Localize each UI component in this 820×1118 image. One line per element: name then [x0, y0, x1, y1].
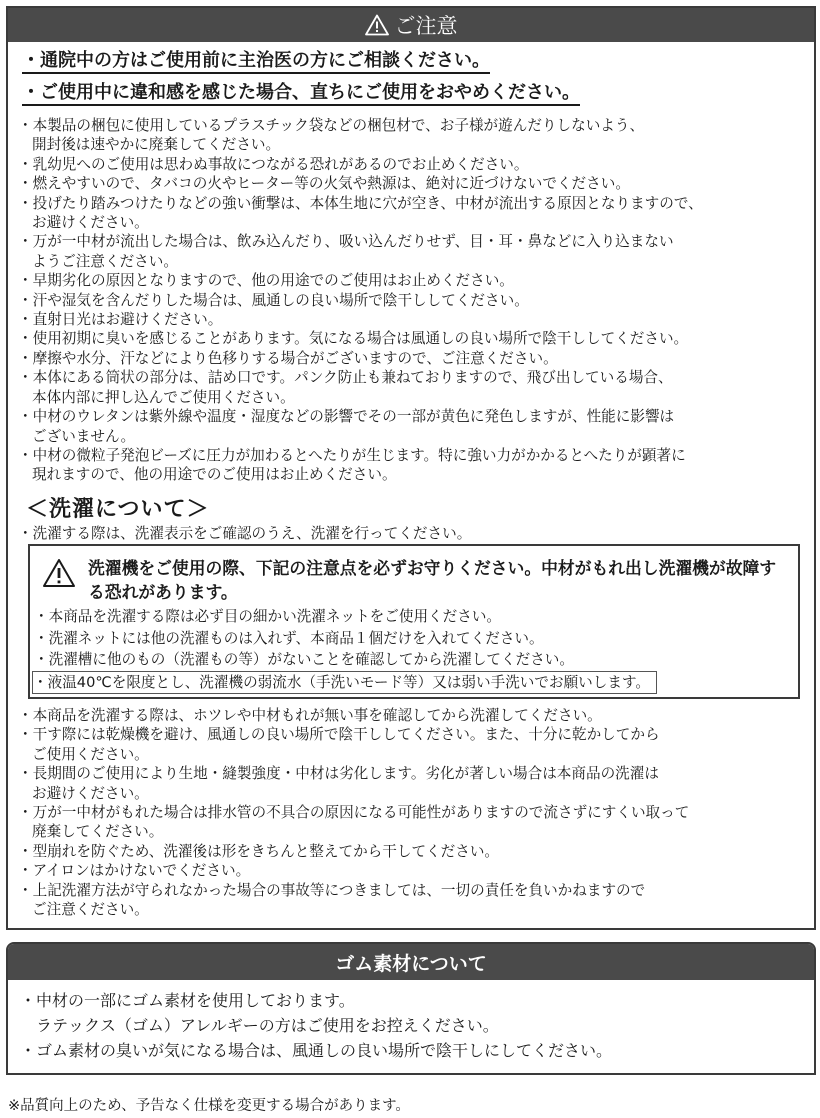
list-item-text: ・アイロンはかけないでください。 — [18, 862, 251, 880]
washing-item — [18, 725, 808, 764]
caution-title: ご注意 — [394, 14, 458, 38]
list-item-continuation: ラテックス（ゴム）アレルギーの方はご使用をお控えください。 — [36, 1016, 499, 1035]
list-item-continuation: 本体内部に押し込んでご使用ください。 — [32, 388, 295, 406]
list-item-continuation: ご注意ください。 — [32, 901, 149, 919]
rubber-item — [20, 988, 800, 1038]
washing-list — [18, 706, 808, 919]
list-item-text: ・中材の一部にゴム素材を使用しております。 — [20, 991, 355, 1010]
washing-warning-item: ・液温40℃を限度とし、洗濯機の弱流水（手洗いモード等）又は弱い手洗いでお願いします。 — [32, 671, 657, 695]
list-item-text: ・型崩れを防ぐため、洗濯後は形をきちんと整えてから干してください。 — [18, 842, 500, 860]
caution-item — [18, 368, 808, 407]
caution-item — [18, 232, 808, 271]
list-item-text: ・直射日光はお避けください。 — [18, 311, 223, 329]
caution-item — [18, 271, 808, 290]
washing-title: ＜洗濯について＞ — [26, 497, 210, 522]
caution-item — [18, 116, 808, 155]
list-item-continuation: ご使用ください。 — [32, 745, 149, 763]
caution-item — [18, 349, 808, 368]
caution-list — [18, 116, 808, 485]
list-item-text: ・長期間のご使用により生地・縫製強度・中材は劣化します。劣化が著しい場合は本商品の洗濯は — [18, 765, 659, 783]
washing-item — [18, 764, 808, 803]
washing-warning-head: 洗濯機をご使用の際、下記の注意点を必ずお守りください。中材がもれ出し洗濯機が故障する恐れがあります。 — [88, 558, 777, 602]
caution-item — [18, 407, 808, 446]
list-item-text: ・本体にある筒状の部分は、詰め口です。パンク防止も兼ねておりますので、飛び出している場合、 — [18, 369, 673, 387]
warning-triangle-icon — [42, 558, 76, 588]
list-item-continuation: 現れますので、他の用途でのご使用はお止めください。 — [32, 466, 397, 484]
washing-item — [18, 861, 808, 880]
washing-item — [18, 803, 808, 842]
list-item-text: ・干す際には乾燥機を避け、風通しの良い場所で陰干ししてください。また、十分に乾かしてから — [18, 726, 660, 744]
list-item-text: ・中材のウレタンは紫外線や温度・湿度などの影響でその一部が黄色に発色しますが、性能に影響は — [18, 408, 675, 426]
list-item-text: ・中材の微粒子発泡ビーズに圧力が加わるとへたりが生じます。特に強い力がかかるとへたりが顕著に — [18, 446, 686, 464]
caution-item — [18, 291, 808, 310]
list-item-text: ・投げたり踏みつけたりなどの強い衝撃は、本体生地に穴が空き、中材が流出する原因となりますので、 — [18, 194, 703, 212]
list-item-continuation: 廃棄してください。 — [32, 823, 164, 841]
caution-item — [18, 194, 808, 233]
headline-consult-doctor: ・通院中の方はご使用前に主治医の方にご相談ください。 — [22, 50, 490, 74]
list-item-continuation: 開封後は速やかに廃棄してください。 — [32, 136, 281, 154]
list-item-text: ・使用初期に臭いを感じることがあります。気になる場合は風通しの良い場所で陰干ししてください。 — [18, 330, 689, 348]
list-item-continuation: ようご注意ください。 — [32, 252, 178, 270]
washing-warning-item: ・洗濯槽に他のもの（洗濯もの等）がないことを確認してから洗濯してください。 — [34, 651, 574, 668]
list-item-text: ・燃えやすいので、タバコの火やヒーター等の火気や熱源は、絶対に近づけないでください。 — [18, 175, 630, 193]
list-item-text: ・万が一中材が流出した場合は、飲み込んだり、吸い込んだりせず、目・耳・鼻などに入り込まない — [18, 233, 674, 251]
caution-header — [8, 8, 814, 42]
list-item-text: ・汗や湿気を含んだりした場合は、風通しの良い場所で陰干ししてください。 — [18, 291, 529, 309]
washing-item — [18, 842, 808, 861]
list-item-text: ・摩擦や水分、汗などにより色移りする場合がございますので、ご注意ください。 — [18, 349, 558, 367]
caution-item — [18, 446, 808, 485]
caution-box — [6, 6, 816, 930]
list-item-continuation: ございません。 — [32, 427, 136, 445]
caution-item — [18, 329, 808, 348]
rubber-title: ゴム素材について — [335, 952, 487, 975]
list-item-text: ・本商品を洗濯する際は、ホツレや中材もれが無い事を確認してから洗濯してください。 — [18, 707, 602, 724]
washing-warning-item: ・洗濯ネットには他の洗濯ものは入れず、本商品１個だけを入れてください。 — [34, 629, 544, 647]
washing-warning-item: ・本商品を洗濯する際は必ず目の細かい洗濯ネットをご使用ください。 — [34, 608, 502, 625]
washing-machine-warning-box — [28, 544, 800, 699]
caution-item — [18, 155, 808, 174]
footnote: ※品質向上のため、予告なく仕様を変更する場合があります。 — [8, 1098, 410, 1114]
washing-intro: ・洗濯する際は、洗濯表示をご確認のうえ、洗濯を行ってください。 — [18, 525, 472, 542]
washing-item — [18, 706, 808, 725]
washing-warning-list — [34, 606, 794, 694]
list-item-continuation: お避けください。 — [32, 784, 149, 802]
list-item-continuation: お避けください。 — [32, 214, 149, 232]
rubber-item — [20, 1038, 800, 1063]
rubber-box — [6, 942, 816, 1075]
headline-stop-use: ・ご使用中に違和感を感じた場合、直ちにご使用をおやめください。 — [22, 82, 580, 106]
caution-item — [18, 310, 808, 329]
list-item-text: ・ゴム素材の臭いが気になる場合は、風通しの良い場所で陰干しにしてください。 — [20, 1041, 613, 1060]
washing-item — [18, 881, 808, 920]
list-item-text: ・本製品の梱包に使用しているプラスチック袋などの梱包材で、お子様が遊んだりしないよう、 — [18, 117, 645, 134]
caution-item — [18, 174, 808, 193]
rubber-list — [20, 988, 800, 1063]
rubber-header — [8, 944, 814, 980]
list-item-text: ・万が一中材がもれた場合は排水管の不具合の原因になる可能性がありますので流さずにすくい取って — [18, 804, 690, 822]
list-item-text: ・早期劣化の原因となりますので、他の用途でのご使用はお止めください。 — [18, 272, 514, 290]
list-item-text: ・乳幼児へのご使用は思わぬ事故につながる恐れがあるのでお止めください。 — [18, 155, 529, 173]
list-item-text: ・上記洗濯方法が守られなかった場合の事故等につきましては、一切の責任を負いかねますので — [18, 881, 646, 899]
warning-triangle-icon — [365, 14, 389, 36]
